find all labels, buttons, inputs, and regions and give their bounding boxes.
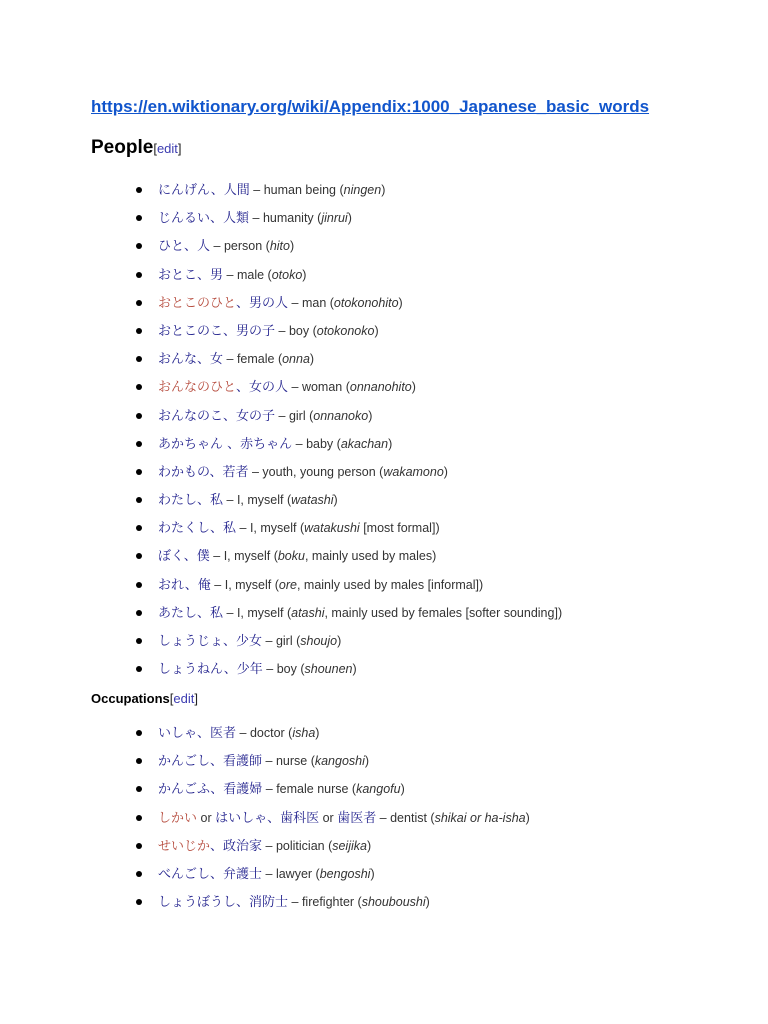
list-item: [130, 373, 562, 401]
occupations-edit-close: ]: [194, 691, 198, 706]
kanji-link[interactable]: 歯科医: [280, 810, 320, 826]
romaji-italic: otokonoko: [316, 323, 375, 338]
meaning-text: I, myself (: [224, 577, 279, 592]
meaning-text: baby (: [306, 436, 341, 451]
romaji-italic: onnanohito: [349, 380, 412, 395]
meaning-text: nurse (: [275, 754, 315, 769]
bullet-icon: [136, 441, 142, 447]
romaji-italic: watakushi: [304, 521, 360, 536]
close-paren: ): [381, 183, 386, 197]
kana-link[interactable]: ぼく: [158, 549, 184, 565]
kana-link[interactable]: しょうねん: [158, 662, 224, 678]
romaji-italic: onnanoko: [313, 408, 369, 423]
romaji-text: [383, 465, 443, 479]
separator: 、: [210, 782, 224, 798]
occupations-edit-open: [: [169, 691, 174, 706]
romaji-italic: hito: [269, 239, 290, 254]
bullet-icon: [136, 582, 142, 588]
kanji-link[interactable]: 歯医者: [337, 810, 377, 826]
dash: –: [223, 493, 237, 508]
kana-link[interactable]: わたし: [158, 493, 198, 509]
kanji-link[interactable]: 政治家: [223, 838, 263, 854]
separator: 、: [210, 211, 224, 227]
meaning-text: boy (: [276, 662, 305, 677]
bullet-icon: [136, 497, 142, 503]
dash: –: [262, 838, 276, 853]
kanji-link[interactable]: 赤ちゃん: [240, 436, 293, 452]
romaji-text: [341, 437, 388, 451]
people-word-list: [130, 176, 562, 683]
romaji-text: [317, 324, 375, 338]
dash: –: [275, 408, 289, 423]
kana-link[interactable]: かんごし: [158, 754, 211, 770]
list-item: [130, 627, 562, 655]
list-item: [130, 345, 562, 373]
kanji-link[interactable]: 人: [197, 239, 211, 255]
close-paren: ): [366, 838, 372, 853]
close-paren: ): [333, 493, 338, 508]
or-text: or: [197, 810, 216, 825]
romaji-italic: ningen: [343, 183, 382, 197]
bullet-icon: [136, 469, 142, 475]
close-paren: ): [557, 605, 563, 620]
meaning-text: man (: [301, 295, 334, 310]
dash: –: [262, 782, 277, 797]
close-paren: ): [443, 464, 448, 479]
list-item: [130, 719, 530, 747]
list-item: [130, 402, 562, 430]
extra-note: [most formal]: [359, 521, 436, 536]
list-item: [130, 486, 562, 514]
dash: –: [236, 726, 250, 740]
romaji-text: [305, 662, 353, 676]
list-item: [130, 289, 562, 317]
kanji-link[interactable]: 看護師: [223, 754, 263, 770]
kanji-link[interactable]: 私: [210, 605, 224, 621]
kana-link[interactable]: わたくし: [158, 521, 211, 537]
close-paren: ): [435, 521, 440, 536]
romaji-italic: otoko: [271, 267, 303, 282]
kanji-link[interactable]: 女の子: [236, 408, 276, 424]
close-paren: ): [315, 726, 320, 740]
separator: 、: [223, 634, 237, 649]
meaning-text: dentist (: [390, 810, 435, 825]
dash: –: [262, 866, 276, 881]
meaning-text: girl (: [288, 408, 314, 423]
kanji-link[interactable]: 弁護士: [223, 866, 263, 882]
kanji-link[interactable]: 消防士: [249, 895, 289, 911]
kanji-link[interactable]: 俺: [197, 577, 211, 593]
separator: 、: [223, 408, 237, 424]
romaji-text: [304, 521, 360, 535]
romaji-text: [362, 895, 426, 909]
romaji-text: [278, 549, 305, 563]
meaning-text: female (: [236, 352, 283, 367]
meaning-text: lawyer (: [275, 866, 320, 881]
romaji-text: [270, 239, 290, 253]
kana-link[interactable]: しょうじょ: [158, 634, 224, 649]
close-paren: ): [347, 211, 352, 226]
romaji-italic: watashi: [291, 493, 334, 508]
extra-note: , mainly used by males: [304, 549, 433, 564]
separator: 、: [209, 464, 223, 480]
romaji-text: [272, 268, 303, 282]
occupations-edit-wrap: [170, 691, 198, 706]
kana-link[interactable]: せいじか: [158, 838, 211, 854]
bullet-icon: [136, 758, 142, 764]
separator: 、: [197, 352, 211, 368]
kanji-link[interactable]: 女: [210, 352, 224, 368]
romaji-italic: shouboushi: [361, 895, 426, 910]
romaji-italic: kangoshi: [314, 754, 365, 769]
separator: 、: [210, 838, 224, 854]
romaji-text: [313, 409, 368, 423]
separator: 、: [223, 662, 237, 678]
list-item: [130, 232, 562, 260]
kanji-link[interactable]: 男の人: [249, 295, 289, 311]
list-item: [130, 542, 562, 570]
romaji-text: [291, 606, 324, 620]
close-paren: ): [289, 239, 295, 254]
list-item: [130, 514, 562, 542]
romaji-italic: kangofu: [356, 782, 401, 797]
kanji-link[interactable]: 看護婦: [223, 782, 263, 798]
extra-note: , mainly used by males [informal]: [296, 577, 479, 592]
dash: –: [249, 211, 263, 226]
kana-link[interactable]: あたし: [158, 605, 198, 621]
romaji-text: [321, 211, 347, 225]
kana-link[interactable]: あかちゃん: [158, 436, 228, 452]
romaji-text: [334, 296, 399, 310]
kana-link[interactable]: おとこのこ: [158, 323, 224, 339]
bullet-icon: [136, 215, 142, 221]
dash: –: [223, 352, 237, 367]
romaji-italic: bengoshi: [319, 866, 371, 881]
separator: 、: [184, 239, 198, 255]
bullet-icon: [136, 243, 142, 249]
romaji-text: [320, 867, 371, 881]
separator: 、: [197, 726, 211, 741]
kanji-link[interactable]: 女の人: [249, 380, 289, 396]
separator: 、: [184, 577, 198, 593]
bullet-icon: [136, 843, 142, 849]
romaji-text: [356, 782, 400, 796]
separator: 、: [197, 267, 211, 283]
close-paren: ): [370, 866, 375, 881]
kana-link[interactable]: しかい: [158, 810, 198, 826]
romaji-text: [350, 380, 412, 394]
extra-note: , mainly used by females [softer sounding]: [324, 605, 558, 620]
kana-link[interactable]: いしゃ: [158, 726, 198, 741]
meaning-text: male (: [236, 267, 272, 282]
list-item: [130, 204, 562, 232]
close-paren: ): [398, 295, 403, 310]
romaji-italic: seijika: [332, 838, 367, 853]
meaning-text: youth, young person (: [262, 464, 384, 479]
separator: 、: [236, 895, 250, 911]
separator: 、: [210, 866, 224, 882]
kanji-link[interactable]: 人間: [223, 183, 250, 198]
close-paren: ): [352, 662, 357, 677]
bullet-icon: [136, 356, 142, 362]
romaji-text: [300, 634, 337, 648]
list-item: [130, 176, 562, 204]
close-paren: ): [478, 577, 484, 592]
kana-link[interactable]: おとこのひと: [158, 295, 237, 311]
separator: 、: [183, 549, 197, 565]
separator: 、: [210, 754, 224, 770]
close-paren: ): [400, 782, 405, 797]
kana-link[interactable]: じんるい: [158, 211, 211, 227]
romaji-italic: ore: [278, 577, 297, 592]
romaji-italic: shikai or ha-isha: [434, 810, 526, 825]
list-item: [130, 804, 530, 832]
close-paren: ): [388, 436, 393, 451]
kana-link[interactable]: しょうぼうし: [158, 895, 237, 911]
separator: 、: [210, 183, 224, 198]
romaji-italic: jinrui: [321, 211, 348, 226]
bullet-icon: [136, 899, 142, 905]
list-item: [130, 458, 562, 486]
separator: 、: [236, 380, 250, 396]
dash: –: [210, 577, 225, 592]
kana-link[interactable]: おんなのこ: [158, 408, 224, 424]
meaning-text: politician (: [275, 838, 333, 853]
occupations-word-list: [130, 719, 530, 916]
bullet-icon: [136, 413, 142, 419]
bullet-icon: [136, 384, 142, 390]
romaji-text: [332, 839, 367, 853]
dash: –: [249, 183, 264, 197]
kanji-link[interactable]: 若者: [222, 464, 249, 480]
romaji-italic: shounen: [304, 662, 353, 677]
bullet-icon: [136, 300, 142, 306]
dash: –: [209, 549, 224, 564]
list-item: [130, 775, 530, 803]
romaji-italic: atashi: [291, 605, 325, 620]
meaning-text: female nurse (: [276, 782, 357, 797]
meaning-text: doctor (: [249, 726, 293, 740]
romaji-text: [344, 183, 382, 197]
dash: –: [210, 239, 224, 254]
kanji-link[interactable]: 少女: [236, 634, 263, 649]
close-paren: ): [364, 754, 370, 769]
list-item: [130, 888, 530, 916]
close-paren: ): [425, 895, 430, 910]
bullet-icon: [136, 610, 142, 616]
dash: –: [248, 464, 263, 479]
list-item: [130, 747, 530, 775]
people-edit-open: [: [153, 141, 157, 156]
people-edit-link[interactable]: edit: [156, 141, 178, 156]
meaning-text: humanity (: [262, 211, 322, 226]
kanji-link[interactable]: 医者: [210, 726, 237, 741]
separator: 、: [236, 295, 250, 311]
list-item: [130, 655, 562, 683]
dash: –: [275, 323, 289, 338]
bullet-icon: [136, 871, 142, 877]
meaning-text: boy (: [288, 323, 317, 338]
kana-link[interactable]: おれ: [158, 577, 185, 593]
source-url-link[interactable]: https://en.wiktionary.org/wiki/Appendix:1000_Japanese_basic_words: [91, 97, 650, 116]
bullet-icon: [136, 786, 142, 792]
romaji-italic: akachan: [340, 436, 389, 451]
kanji-link[interactable]: 僕: [196, 549, 210, 565]
bullet-icon: [136, 730, 142, 736]
bullet-icon: [136, 815, 142, 821]
meaning-text: I, myself (: [223, 549, 278, 564]
romaji-italic: isha: [292, 726, 316, 740]
kana-link[interactable]: にんげん: [158, 183, 211, 198]
close-paren: ): [374, 323, 379, 338]
bullet-icon: [136, 328, 142, 334]
kana-link[interactable]: かんごふ: [158, 782, 211, 798]
separator: 、: [223, 323, 237, 339]
dash: –: [223, 267, 237, 282]
close-paren: ): [337, 634, 342, 648]
kanji-link[interactable]: 私: [223, 521, 237, 537]
romaji-text: [435, 811, 526, 825]
meaning-text: I, myself (: [236, 605, 292, 620]
romaji-italic: shoujo: [300, 634, 338, 648]
romaji-italic: wakamono: [383, 464, 444, 479]
list-item: [130, 317, 562, 345]
dash: –: [223, 605, 237, 620]
romaji-text: [282, 352, 310, 366]
separator: 、: [197, 493, 211, 509]
kana-link[interactable]: べんごし: [158, 866, 211, 882]
romaji-italic: onna: [282, 352, 310, 367]
list-item: [130, 860, 530, 888]
meaning-text: person (: [223, 239, 270, 254]
occupations-heading: Occupations: [91, 691, 170, 706]
people-edit-wrap: [153, 141, 181, 156]
bullet-icon: [136, 666, 142, 672]
list-item: [130, 599, 562, 627]
dash: –: [262, 754, 276, 769]
bullet-icon: [136, 272, 142, 278]
meaning-text: I, myself (: [236, 493, 292, 508]
meaning-text: I, myself (: [249, 521, 305, 536]
dash: –: [376, 810, 391, 825]
section-heading-people: [91, 137, 182, 159]
dash: –: [236, 521, 250, 536]
or-text: or: [319, 810, 338, 825]
dash: –: [288, 380, 302, 395]
dash: –: [292, 436, 307, 451]
kana-link[interactable]: おんな: [158, 352, 198, 368]
kanji-link[interactable]: 私: [210, 493, 224, 509]
romaji-text: [315, 754, 365, 768]
kana-link[interactable]: おとこ: [158, 267, 198, 283]
bullet-icon: [136, 187, 142, 193]
close-paren: ): [411, 380, 416, 395]
dash: –: [288, 295, 302, 310]
romaji-italic: boku: [277, 549, 305, 564]
people-heading: People: [91, 137, 154, 158]
people-edit-close: ]: [177, 141, 182, 156]
kanji-link[interactable]: 人類: [223, 211, 250, 227]
close-paren: ): [432, 549, 437, 564]
kanji-link[interactable]: 男: [210, 267, 224, 283]
close-paren: ): [309, 352, 315, 367]
bullet-icon: [136, 525, 142, 531]
list-item: [130, 261, 562, 289]
list-item: [130, 430, 562, 458]
kana-link[interactable]: おんなのひと: [158, 380, 237, 396]
section-heading-occupations: [91, 690, 198, 708]
separator: 、: [197, 605, 211, 621]
kana-link[interactable]: ひと: [158, 239, 185, 255]
dash: –: [288, 895, 302, 910]
kanji-link[interactable]: 少年: [236, 662, 263, 678]
occupations-edit-link[interactable]: edit: [173, 691, 195, 706]
dash: –: [262, 662, 277, 677]
close-paren: ): [368, 408, 373, 423]
romaji-italic: otokonohito: [333, 295, 399, 310]
meaning-text: woman (: [301, 380, 350, 395]
close-paren: ): [302, 267, 307, 282]
romaji-text: [279, 578, 297, 592]
separator: 、: [227, 436, 241, 452]
dash: –: [262, 634, 276, 648]
list-item: [130, 571, 562, 599]
bullet-icon: [136, 638, 142, 644]
romaji-text: [291, 493, 333, 507]
bullet-icon: [136, 553, 142, 559]
meaning-text: human being (: [263, 183, 344, 197]
list-item: [130, 832, 530, 860]
meaning-text: girl (: [275, 634, 301, 648]
close-paren: ): [525, 810, 530, 825]
meaning-text: firefighter (: [301, 895, 362, 910]
kana-link[interactable]: わかもの: [158, 464, 210, 480]
kanji-link[interactable]: 男の子: [236, 323, 276, 339]
separator: 、: [210, 521, 224, 537]
romaji-text: [292, 726, 315, 740]
kana-link[interactable]: はいしゃ: [215, 810, 268, 826]
separator: 、: [267, 810, 281, 826]
